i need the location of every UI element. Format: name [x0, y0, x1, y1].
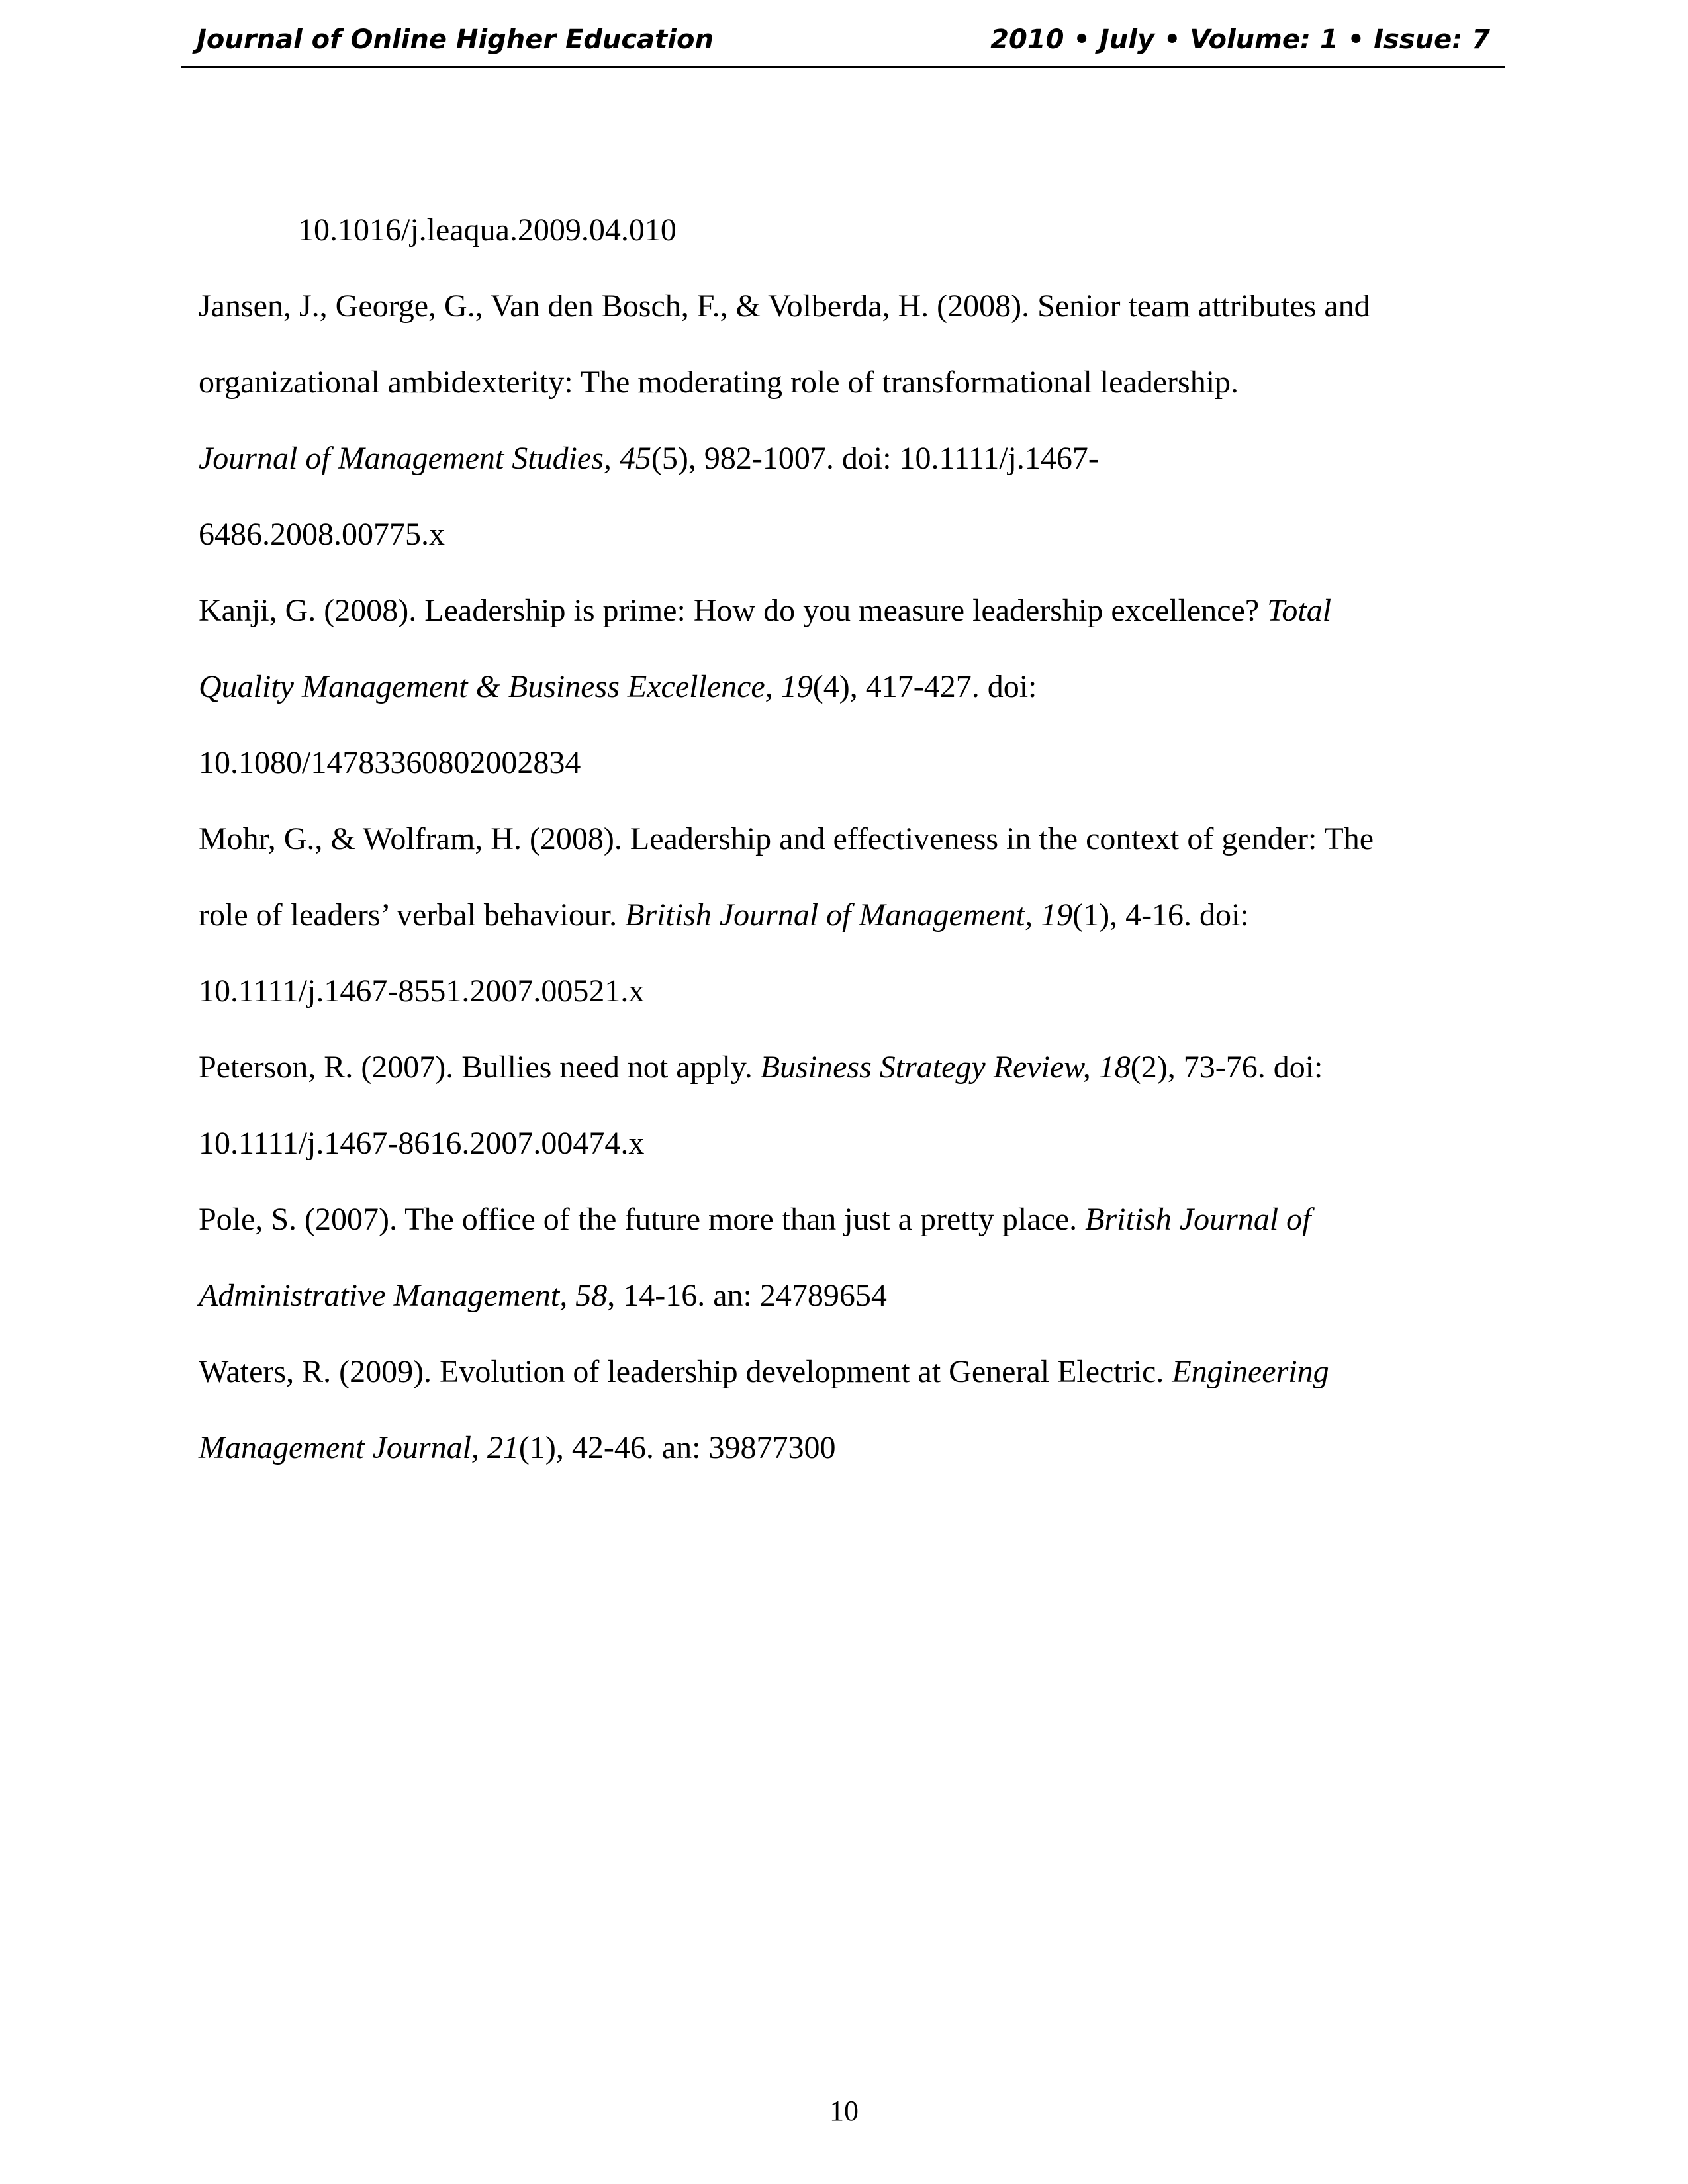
reference-line: [199, 1334, 1483, 1410]
reference-entry: [199, 572, 1483, 801]
reference-text: 6486.2008.00775.x: [199, 517, 445, 552]
reference-text: (1), 42-46. an: 39877300: [518, 1430, 836, 1465]
reference-text: Pole, S. (2007). The office of the future more than just a pretty place.: [199, 1202, 1086, 1237]
reference-line: [298, 192, 1483, 268]
reference-line: [199, 420, 1483, 496]
reference-text: Mohr, G., & Wolfram, H. (2008). Leadership and effectiveness in the context of gender: The: [199, 821, 1374, 856]
issue-info: 2010 • July • Volume: 1 • Issue: 7: [990, 24, 1490, 55]
reference-text: 10.1016/j.leaqua.2009.04.010: [298, 212, 677, 248]
reference-italic-text: Business Strategy Review, 18: [760, 1050, 1131, 1085]
reference-line: [199, 572, 1483, 649]
reference-text: 10.1111/j.1467-8551.2007.00521.x: [199, 974, 645, 1009]
reference-text: Peterson, R. (2007). Bullies need not apply.: [199, 1050, 761, 1085]
reference-text: Kanji, G. (2008). Leadership is prime: How do you measure leadership excellence?: [199, 593, 1268, 628]
reference-entry: [199, 1334, 1483, 1486]
reference-line: [199, 268, 1483, 344]
reference-italic-text: British Journal of: [1085, 1202, 1311, 1237]
reference-text: Jansen, J., George, G., Van den Bosch, F., & Volberda, H. (2008). Senior team attributes and: [199, 289, 1370, 324]
running-header: [181, 13, 1505, 68]
reference-text: (5), 982-1007. doi: 10.1111/j.1467-: [651, 441, 1099, 476]
reference-text: role of leaders’ verbal behaviour.: [199, 897, 626, 933]
reference-entry: [199, 1181, 1483, 1334]
reference-italic-text: Total: [1267, 593, 1332, 628]
reference-continuation: [199, 192, 1483, 268]
reference-line: [199, 1181, 1483, 1257]
reference-list: [199, 192, 1483, 1486]
reference-italic-text: Management Journal, 21: [199, 1430, 519, 1465]
reference-entry: [199, 801, 1483, 1029]
reference-line: [199, 725, 1483, 801]
reference-line: [199, 1257, 1483, 1334]
reference-text: 10.1111/j.1467-8616.2007.00474.x: [199, 1126, 645, 1161]
reference-text: Waters, R. (2009). Evolution of leadership development at General Electric.: [199, 1354, 1172, 1389]
reference-line: [199, 801, 1483, 877]
reference-text: , 14-16. an: 24789654: [607, 1278, 887, 1313]
reference-entry: [199, 1029, 1483, 1181]
reference-text: (1), 4-16. doi:: [1072, 897, 1249, 933]
reference-line: [199, 1410, 1483, 1486]
reference-line: [199, 1029, 1483, 1105]
reference-entry: [199, 268, 1483, 572]
reference-text: (4), 417-427. doi:: [812, 669, 1037, 704]
journal-title: Journal of Online Higher Education: [197, 24, 714, 55]
page-number: 10: [829, 2095, 859, 2127]
reference-line: [199, 1105, 1483, 1181]
reference-italic-text: Journal of Management Studies, 45: [199, 441, 651, 476]
reference-line: [199, 877, 1483, 953]
reference-italic-text: Administrative Management, 58: [199, 1278, 608, 1313]
reference-line: [199, 953, 1483, 1029]
reference-italic-text: Quality Management & Business Excellence, 19: [199, 669, 813, 704]
reference-italic-text: British Journal of Management, 19: [625, 897, 1073, 933]
reference-line: [199, 649, 1483, 725]
reference-line: [199, 496, 1483, 572]
reference-text: 10.1080/14783360802002834: [199, 745, 581, 780]
reference-text: (2), 73-76. doi:: [1130, 1050, 1323, 1085]
reference-line: [199, 344, 1483, 420]
reference-italic-text: Engineering: [1172, 1354, 1329, 1389]
reference-text: organizational ambidexterity: The moderating role of transformational leadership.: [199, 365, 1239, 400]
